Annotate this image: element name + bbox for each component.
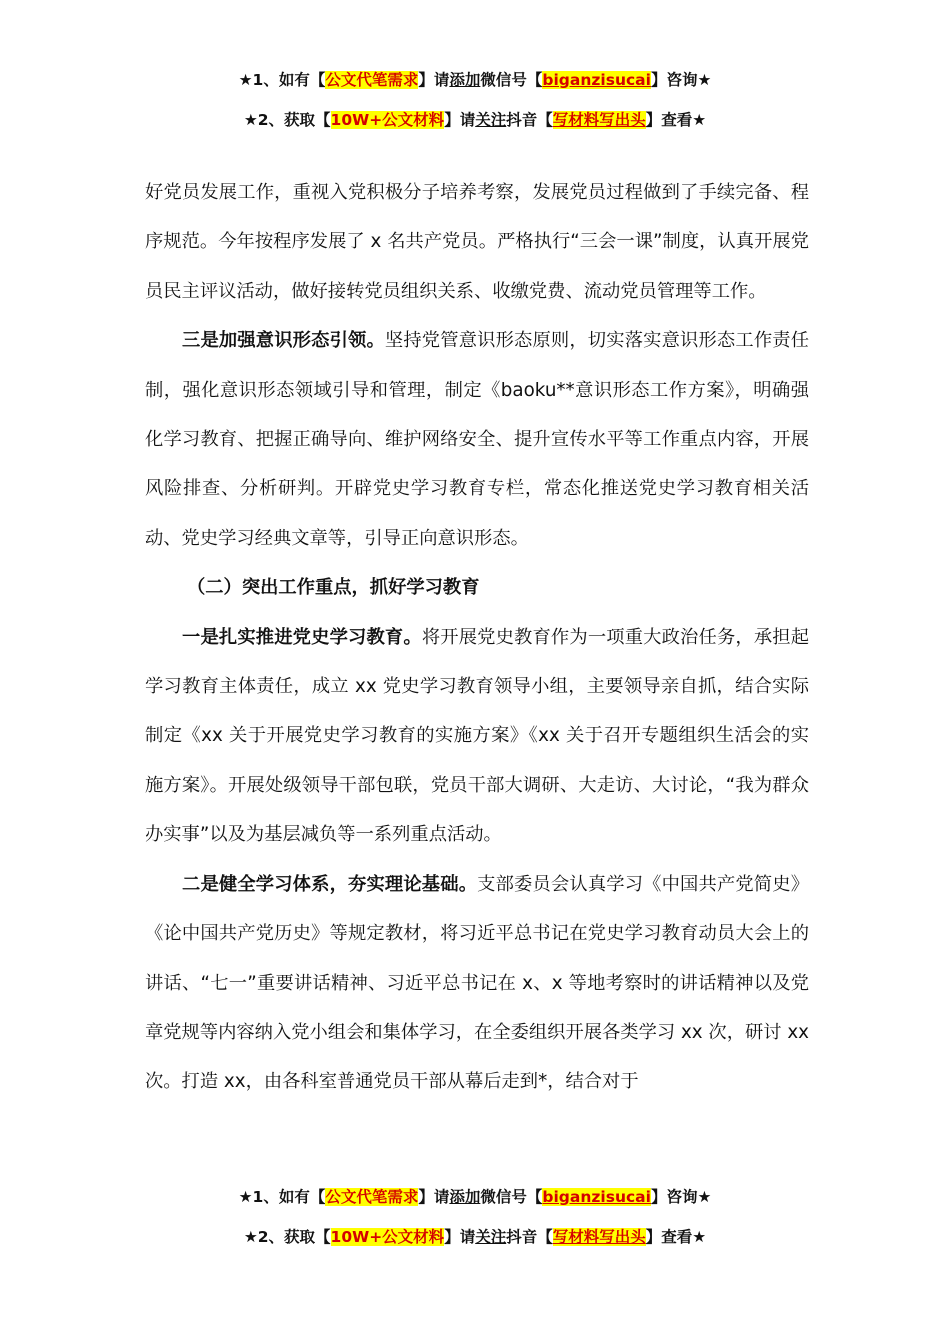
ad-highlight: 10W+公文材料 [330, 111, 445, 129]
paragraph-lead: 三是加强意识形态引领。 [182, 330, 385, 352]
paragraph-text: 支部委员会认真学习《中国共产党简史》《论中国共产党历史》等规定教材，将习近平总书记在党史学习教育动员大会上的讲话、“七一”重要讲话精神、习近平总书记在 x、x 等地考察时的讲话精神以及党章党规等内容纳入党小组会和集体学习，在全委组织开展各类学习 xx 次，研讨 xx 次。打造 xx，由各科室普通党员干部从幕后走到*，结合对于 [145, 873, 810, 1093]
ad-line-1 [0, 68, 950, 92]
ad-underline: 添加 [449, 1188, 481, 1206]
ad-underline: 添加 [449, 71, 481, 89]
paragraph-lead: 二是健全学习体系，夯实理论基础。 [182, 873, 478, 895]
ad-text: ★1、如有【 [238, 71, 326, 89]
ad-text: 】查看★ [645, 1228, 707, 1246]
ad-text: 抖音【 [506, 1228, 553, 1246]
ad-underline: 关注 [475, 111, 507, 129]
ad-highlight: 公文代笔需求 [325, 71, 419, 89]
document-body [145, 168, 809, 1107]
ad-text: 】查看★ [645, 111, 707, 129]
ad-text: 微信号【 [480, 71, 543, 89]
ad-line-2 [0, 108, 950, 132]
ad-text: 抖音【 [506, 111, 553, 129]
ad-line-2 [0, 1225, 950, 1249]
douyin-id-highlight: 写材料写出头 [552, 1228, 646, 1246]
ad-text: 微信号【 [480, 1188, 543, 1206]
ad-text: 】请 [418, 1188, 450, 1206]
paragraph-text: 将开展党史教育作为一项重大政治任务，承担起学习教育主体责任，成立 xx 党史学习教育领导小组，主要领导亲自抓，结合实际制定《xx 关于开展党史学习教育的实施方案》《xx 关于召开专题组织生活会的实施方案》。开展处级领导干部包联，党员干部大调研、大走访、大讨论，“我为群众办实事”以及为基层减负等一系列重点活动。 [145, 626, 810, 846]
ad-underline: 关注 [475, 1228, 507, 1246]
paragraph-continued: 好党员发展工作，重视入党积极分子培养考察，发展党员过程做到了手续完备、程序规范。今年按程序发展了 x 名共产党员。严格执行“三会一课”制度，认真开展党员民主评议活动，做好接转党员组织关系、收缴党费、流动党员管理等工作。 [145, 182, 809, 302]
douyin-id-highlight: 写材料写出头 [552, 111, 646, 129]
ad-highlight: 10W+公文材料 [330, 1228, 445, 1246]
footer-ad-banner [0, 1185, 950, 1265]
ad-text: ★2、获取【 [243, 1228, 331, 1246]
paragraph-ideology [145, 316, 809, 563]
ad-highlight: 公文代笔需求 [325, 1188, 419, 1206]
ad-text: ★2、获取【 [243, 111, 331, 129]
ad-text: 】请 [444, 111, 476, 129]
wechat-id-highlight: biganzisucai [542, 1188, 651, 1206]
ad-text: 】请 [444, 1228, 476, 1246]
paragraph-party-history [145, 613, 809, 860]
header-ad-banner [0, 68, 950, 148]
paragraph-lead: 一是扎实推进党史学习教育。 [182, 626, 422, 648]
section-heading: （二）突出工作重点，抓好学习教育 [187, 577, 480, 599]
ad-text: 】咨询★ [650, 71, 712, 89]
ad-text: 】请 [418, 71, 450, 89]
ad-line-1 [0, 1185, 950, 1209]
ad-text: 】咨询★ [650, 1188, 712, 1206]
wechat-id-highlight: biganzisucai [542, 71, 651, 89]
ad-text: ★1、如有【 [238, 1188, 326, 1206]
paragraph-study-system [145, 860, 809, 1107]
paragraph-text: 坚持党管意识形态原则，切实落实意识形态工作责任制，强化意识形态领域引导和管理，制定《baoku**意识形态工作方案》，明确强化学习教育、把握正确导向、维护网络安全、提升宣传水平等工作重点内容，开展风险排查、分析研判。开辟党史学习教育专栏，常态化推送党史学习教育相关活动、党史学习经典文章等，引导正向意识形态。 [145, 330, 809, 549]
